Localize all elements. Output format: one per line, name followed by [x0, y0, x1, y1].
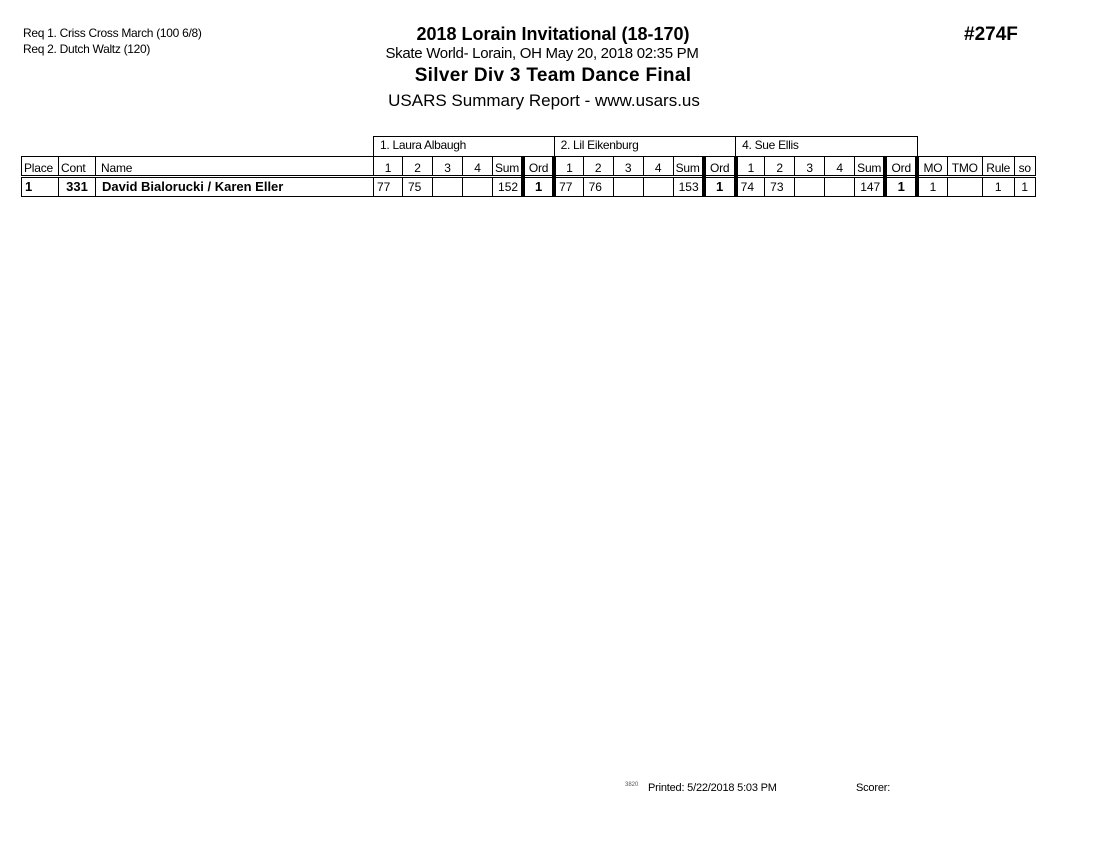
cell-j1-sum: 152: [493, 177, 524, 197]
cell-j2-s3: [613, 177, 643, 197]
col-j1-1: 1: [374, 157, 403, 177]
col-j2-sum: Sum: [673, 157, 704, 177]
col-name: Name: [96, 157, 374, 177]
col-j1-4: 4: [463, 157, 493, 177]
col-j2-4: 4: [643, 157, 673, 177]
cell-tmo: [947, 177, 982, 197]
table-row: [22, 177, 1036, 197]
col-j1-2: 2: [403, 157, 433, 177]
event-number: #274F: [964, 24, 1018, 45]
col-j1-ord: Ord: [523, 157, 554, 177]
judge-4-name: 4. Sue Ellis: [736, 137, 918, 157]
cell-j1-s2: 75: [403, 177, 433, 197]
requirement-1-text: Criss Cross March (100 6/8): [59, 26, 202, 40]
judge-1-name: 1. Laura Albaugh: [374, 137, 555, 157]
cell-j2-ord: 1: [704, 177, 736, 197]
requirement-2-text: Dutch Waltz (120): [59, 42, 151, 56]
judge-2-name: 2. Lil Eikenburg: [554, 137, 736, 157]
cell-j4-sum: 147: [855, 177, 886, 197]
scorer-label: Scorer:: [856, 782, 891, 794]
cell-place: 1: [22, 177, 59, 197]
col-j2-1: 1: [554, 157, 583, 177]
cell-mo: 1: [917, 177, 947, 197]
col-j4-sum: Sum: [855, 157, 886, 177]
col-j2-2: 2: [583, 157, 613, 177]
cell-j1-ord: 1: [523, 177, 554, 197]
col-so: so: [1014, 157, 1035, 177]
event-title: Silver Div 3 Team Dance Final: [414, 65, 692, 86]
cell-cont: 331: [59, 177, 96, 197]
requirement-2-label: Req 2.: [23, 42, 57, 56]
cell-so: 1: [1014, 177, 1035, 197]
cell-j4-s4: [825, 177, 855, 197]
cell-j2-s1: 77: [554, 177, 583, 197]
cell-j2-s4: [643, 177, 673, 197]
col-j4-4: 4: [825, 157, 855, 177]
col-cont: Cont: [59, 157, 96, 177]
cell-j1-s4: [463, 177, 493, 197]
col-j4-ord: Ord: [885, 157, 917, 177]
cell-rule: 1: [982, 177, 1014, 197]
col-j1-sum: Sum: [493, 157, 524, 177]
col-j2-ord: Ord: [704, 157, 736, 177]
competition-title: 2018 Lorain Invitational (18-170): [416, 24, 690, 44]
cell-j2-sum: 153: [673, 177, 704, 197]
cell-name: David Bialorucki / Karen Eller: [96, 177, 374, 197]
col-rule: Rule: [982, 157, 1014, 177]
col-mo: MO: [917, 157, 947, 177]
cell-j4-s1: 74: [736, 177, 765, 197]
cell-j4-ord: 1: [885, 177, 917, 197]
col-j1-3: 3: [433, 157, 463, 177]
col-j2-3: 3: [613, 157, 643, 177]
cell-j1-s1: 77: [374, 177, 403, 197]
judge-header-row: [22, 137, 1036, 157]
requirement-1-label: Req 1.: [23, 26, 57, 40]
cell-j1-s3: [433, 177, 463, 197]
col-tmo: TMO: [947, 157, 982, 177]
footer-code: 3820: [625, 782, 639, 788]
col-j4-2: 2: [765, 157, 795, 177]
venue-line: Skate World- Lorain, OH May 20, 2018 02:35 PM: [385, 45, 699, 62]
summary-table: [21, 136, 1036, 197]
cell-j4-s3: [795, 177, 825, 197]
printed-timestamp: Printed: 5/22/2018 5:03 PM: [648, 782, 777, 794]
column-header-row: [22, 157, 1036, 177]
cell-j4-s2: 73: [765, 177, 795, 197]
col-j4-1: 1: [736, 157, 765, 177]
cell-j2-s2: 76: [583, 177, 613, 197]
col-j4-3: 3: [795, 157, 825, 177]
col-place: Place: [22, 157, 59, 177]
report-title: USARS Summary Report - www.usars.us: [388, 91, 700, 110]
